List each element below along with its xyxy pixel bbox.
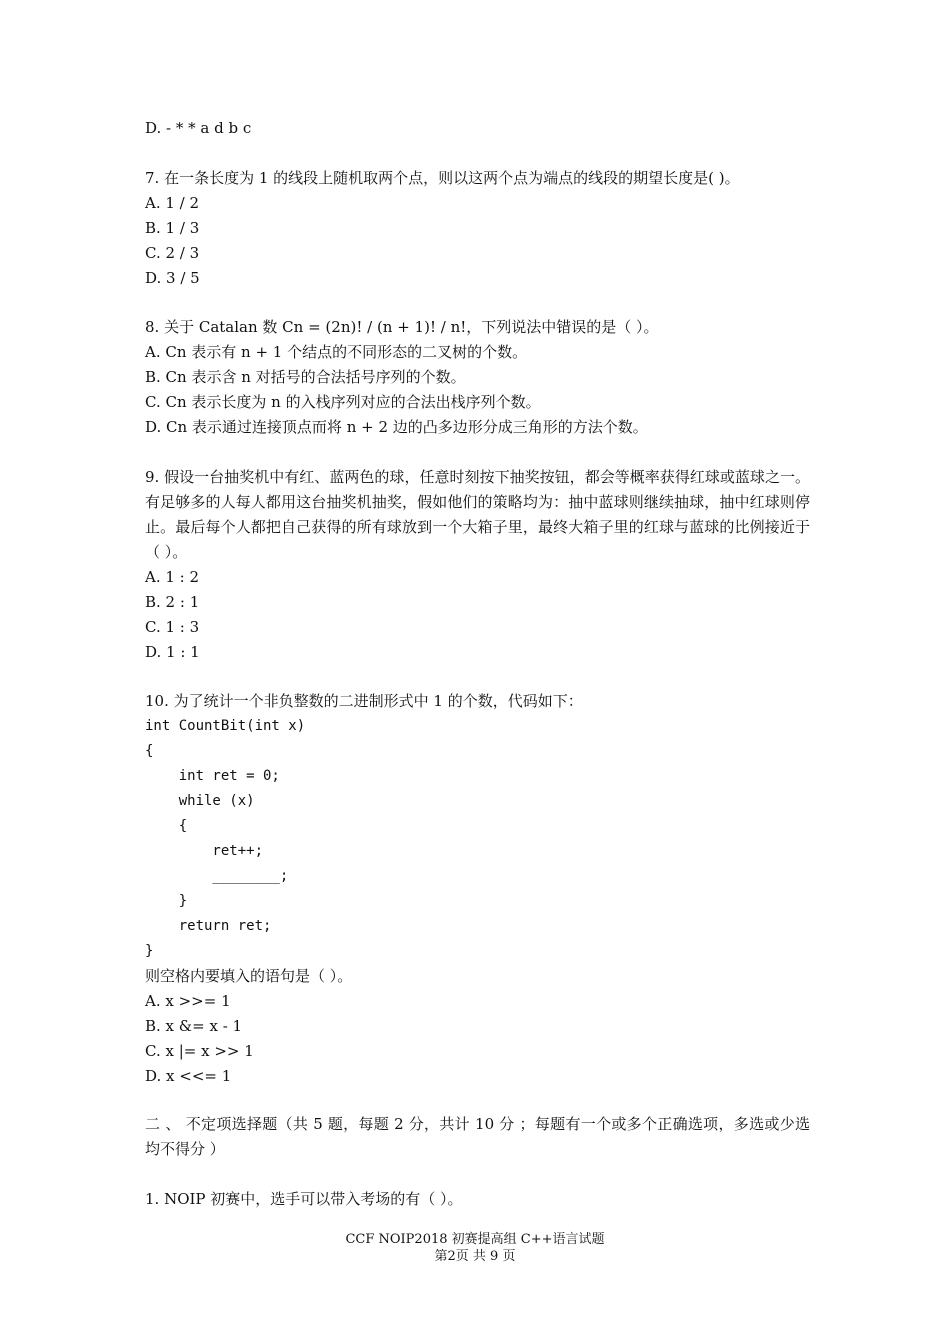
section-2-question-1 [145, 1187, 810, 1212]
previous-question-tail [145, 116, 810, 141]
question-9 [145, 465, 810, 665]
option-a: A. 1 : 2 [145, 568, 200, 586]
question-stem: 1. NOIP 初赛中，选手可以带入考场的有（ ）。 [145, 1190, 463, 1208]
option-b: B. Cn 表示含 n 对括号的合法括号序列的个数。 [145, 368, 466, 386]
code-line: int ret = 0; [145, 768, 280, 784]
option-d: D. x <<= 1 [145, 1067, 232, 1085]
option-a: A. 1 / 2 [145, 194, 200, 212]
section-2-heading [145, 1112, 810, 1162]
code-block [145, 714, 810, 964]
option-c: C. 1 : 3 [145, 618, 200, 636]
option-a: A. x >>= 1 [145, 992, 231, 1010]
code-line: ________; [145, 868, 289, 884]
option-b: B. 2 : 1 [145, 593, 200, 611]
code-line: { [145, 743, 154, 759]
code-line: { [145, 818, 188, 834]
option-d: D. 1 : 1 [145, 643, 200, 661]
question-stem: 9. 假设一台抽奖机中有红、蓝两色的球，任意时刻按下抽奖按钮，都会等概率获得红球或蓝球之一。有足够多的人每人都用这台抽奖机抽奖，假如他们的策略均为：抽中蓝球则继续抽球，抽中红球则停止。最后每个人都把自己获得的所有球放到一个大箱子里，最终大箱子里的红球与蓝球的比例接近于（ ）。 [145, 468, 810, 561]
question-stem: 8. 关于 Catalan 数 Cn = (2n)! / (n + 1)! / n!，下列说法中错误的是（ ）。 [145, 318, 659, 336]
option-d: D. - * * a d b c [145, 119, 252, 137]
option-b: B. x &= x - 1 [145, 1017, 243, 1035]
code-line: ret++; [145, 843, 264, 859]
page-footer [0, 1231, 950, 1265]
option-b: B. 1 / 3 [145, 219, 200, 237]
option-a: A. Cn 表示有 n + 1 个结点的不同形态的二叉树的个数。 [145, 343, 528, 361]
option-c: C. 2 / 3 [145, 244, 200, 262]
section-heading: 二 、 不定项选择题（共 5 题，每题 2 分，共计 10 分 ；每题有一个或多个正确选项，多选或少选均不得分 ） [145, 1115, 810, 1158]
question-10 [145, 689, 810, 1089]
question-stem: 7. 在一条长度为 1 的线段上随机取两个点，则以这两个点为端点的线段的期望长度是( )。 [145, 169, 740, 187]
option-c: C. x |= x >> 1 [145, 1042, 254, 1060]
footer-title: CCF NOIP2018 初赛提高组 C++语言试题 [345, 1232, 605, 1247]
question-prompt: 则空格内要填入的语句是（ ）。 [145, 967, 353, 985]
page-number: 第2页 共 9 页 [434, 1249, 516, 1264]
code-line: } [145, 893, 188, 909]
option-d: D. 3 / 5 [145, 269, 200, 287]
code-line: while (x) [145, 793, 255, 809]
code-line: int CountBit(int x) [145, 718, 306, 734]
question-stem: 10. 为了统计一个非负整数的二进制形式中 1 的个数，代码如下： [145, 692, 583, 710]
question-8 [145, 315, 810, 440]
code-line: return ret; [145, 918, 272, 934]
code-line: } [145, 943, 154, 959]
option-c: C. Cn 表示长度为 n 的入栈序列对应的合法出栈序列个数。 [145, 393, 541, 411]
option-d: D. Cn 表示通过连接顶点而将 n + 2 边的凸多边形分成三角形的方法个数。 [145, 418, 648, 436]
question-7 [145, 166, 810, 291]
